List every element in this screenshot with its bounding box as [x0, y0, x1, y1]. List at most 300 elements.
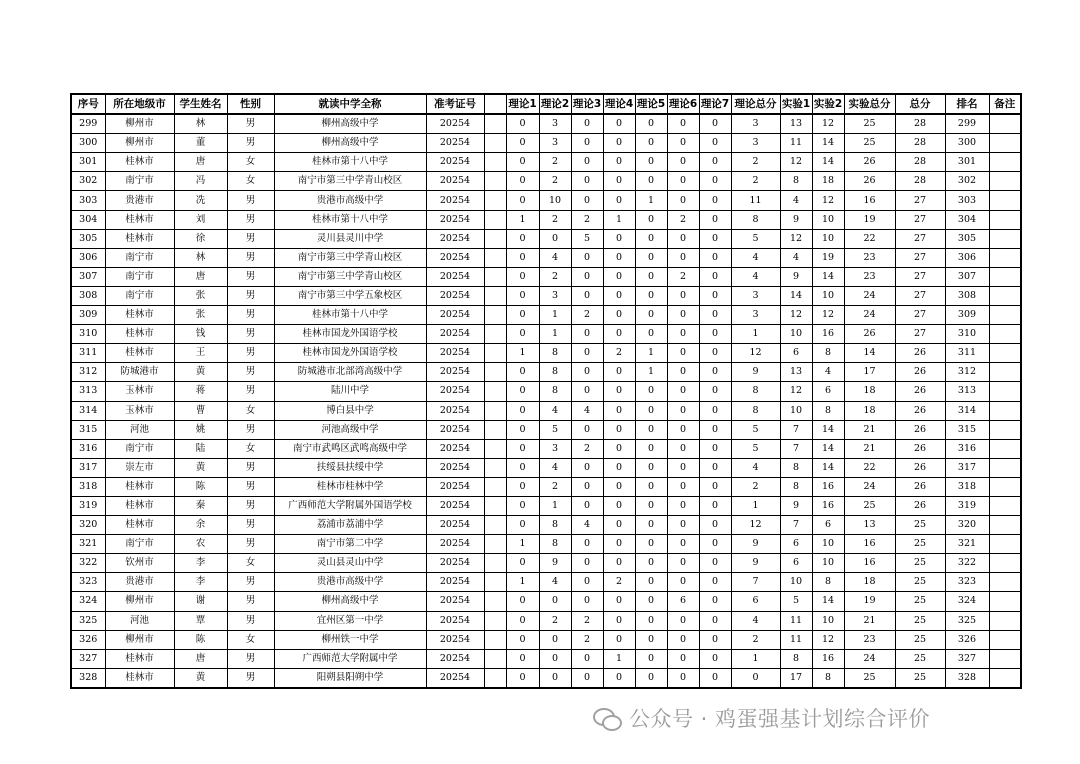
- total-score-cell: 27: [895, 210, 945, 229]
- lab-total-cell: 25: [844, 668, 895, 688]
- city-cell: 桂林市: [105, 649, 174, 668]
- theory4-cell: 0: [603, 172, 635, 191]
- theory2-cell: 3: [539, 286, 571, 305]
- theory3-cell: 4: [571, 516, 603, 535]
- note-cell: [989, 611, 1021, 630]
- lab-total-cell: 18: [844, 573, 895, 592]
- theory-total-cell: 4: [731, 458, 780, 477]
- theory6-cell: 0: [667, 363, 699, 382]
- gap-cell: [484, 191, 506, 210]
- city-cell: 桂林市: [105, 516, 174, 535]
- table-row: [71, 516, 1021, 535]
- student-name-cell: 陆: [174, 439, 227, 458]
- theory3-cell: 0: [571, 114, 603, 134]
- seq-cell: 316: [71, 439, 105, 458]
- theory1-cell: 0: [506, 630, 539, 649]
- gap-cell: [484, 611, 506, 630]
- gender-cell: 男: [227, 286, 274, 305]
- lab2-cell: 16: [812, 649, 844, 668]
- gender-cell: 男: [227, 592, 274, 611]
- table-row: [71, 592, 1021, 611]
- student-name-cell: 黄: [174, 458, 227, 477]
- note-cell: [989, 286, 1021, 305]
- rank-cell: 326: [945, 630, 989, 649]
- city-cell: 桂林市: [105, 496, 174, 515]
- table-row: [71, 630, 1021, 649]
- total-score-cell: 28: [895, 134, 945, 153]
- rank-cell: 318: [945, 477, 989, 496]
- exam-id-cell: 20254: [426, 592, 484, 611]
- city-cell: 玉林市: [105, 401, 174, 420]
- theory3-cell: 0: [571, 191, 603, 210]
- note-cell: [989, 630, 1021, 649]
- gender-cell: 男: [227, 267, 274, 286]
- school-cell: 广西师范大学附属外国语学校: [274, 496, 426, 515]
- total-score-cell: 27: [895, 248, 945, 267]
- note-cell: [989, 134, 1021, 153]
- city-cell: 桂林市: [105, 210, 174, 229]
- theory1-cell: 0: [506, 668, 539, 688]
- gap-cell: [484, 210, 506, 229]
- lab-total-cell: 21: [844, 611, 895, 630]
- theory5-cell: 0: [635, 477, 667, 496]
- note-cell: [989, 382, 1021, 401]
- table-row: [71, 248, 1021, 267]
- theory5-cell: 0: [635, 210, 667, 229]
- school-cell: 陆川中学: [274, 382, 426, 401]
- gap-cell: [484, 172, 506, 191]
- theory2-cell: 4: [539, 248, 571, 267]
- exam-id-cell: 20254: [426, 344, 484, 363]
- theory6-cell: 0: [667, 286, 699, 305]
- theory1-cell: 0: [506, 267, 539, 286]
- lab1-cell: 12: [780, 382, 812, 401]
- table-row: [71, 573, 1021, 592]
- theory7-cell: 0: [699, 344, 731, 363]
- lab2-cell: 12: [812, 306, 844, 325]
- theory5-cell: 0: [635, 248, 667, 267]
- exam-id-cell: 20254: [426, 382, 484, 401]
- total-score-cell: 25: [895, 611, 945, 630]
- theory2-cell: 4: [539, 573, 571, 592]
- table-row: [71, 153, 1021, 172]
- student-name-cell: 唐: [174, 153, 227, 172]
- exam-id-cell: 20254: [426, 210, 484, 229]
- school-cell: 灵川县灵川中学: [274, 229, 426, 248]
- table-row: [71, 477, 1021, 496]
- table-row: [71, 210, 1021, 229]
- gender-cell: 男: [227, 458, 274, 477]
- gender-cell: 男: [227, 611, 274, 630]
- theory6-cell: 0: [667, 401, 699, 420]
- student-name-cell: 张: [174, 306, 227, 325]
- theory-total-cell: 1: [731, 325, 780, 344]
- header-cell: 性别: [227, 94, 274, 114]
- note-cell: [989, 229, 1021, 248]
- lab-total-cell: 25: [844, 114, 895, 134]
- gap-cell: [484, 306, 506, 325]
- lab-total-cell: 26: [844, 325, 895, 344]
- gender-cell: 男: [227, 420, 274, 439]
- theory5-cell: 0: [635, 668, 667, 688]
- table-header-row: [71, 94, 1021, 114]
- school-cell: 桂林市第十八中学: [274, 210, 426, 229]
- theory7-cell: 0: [699, 267, 731, 286]
- header-cell: 实验1: [780, 94, 812, 114]
- school-cell: 桂林市国龙外国语学校: [274, 325, 426, 344]
- total-score-cell: 25: [895, 535, 945, 554]
- total-score-cell: 26: [895, 420, 945, 439]
- theory2-cell: 8: [539, 535, 571, 554]
- lab2-cell: 14: [812, 267, 844, 286]
- gap-cell: [484, 286, 506, 305]
- table-row: [71, 306, 1021, 325]
- city-cell: 南宁市: [105, 172, 174, 191]
- theory6-cell: 0: [667, 496, 699, 515]
- gender-cell: 女: [227, 439, 274, 458]
- theory4-cell: 0: [603, 401, 635, 420]
- note-cell: [989, 248, 1021, 267]
- lab1-cell: 12: [780, 306, 812, 325]
- school-cell: 南宁市第三中学青山校区: [274, 248, 426, 267]
- theory4-cell: 0: [603, 286, 635, 305]
- gap-cell: [484, 344, 506, 363]
- theory5-cell: 0: [635, 439, 667, 458]
- student-name-cell: 蒋: [174, 382, 227, 401]
- lab2-cell: 8: [812, 573, 844, 592]
- gender-cell: 男: [227, 114, 274, 134]
- theory7-cell: 0: [699, 649, 731, 668]
- lab-total-cell: 24: [844, 286, 895, 305]
- theory-total-cell: 5: [731, 229, 780, 248]
- gender-cell: 男: [227, 382, 274, 401]
- theory5-cell: 1: [635, 363, 667, 382]
- gap-cell: [484, 649, 506, 668]
- theory4-cell: 2: [603, 344, 635, 363]
- total-score-cell: 26: [895, 344, 945, 363]
- gap-cell: [484, 630, 506, 649]
- exam-id-cell: 20254: [426, 649, 484, 668]
- theory5-cell: 0: [635, 286, 667, 305]
- theory4-cell: 0: [603, 363, 635, 382]
- city-cell: 钦州市: [105, 554, 174, 573]
- theory-total-cell: 3: [731, 306, 780, 325]
- theory5-cell: 0: [635, 516, 667, 535]
- theory5-cell: 0: [635, 535, 667, 554]
- seq-cell: 325: [71, 611, 105, 630]
- school-cell: 桂林市第十八中学: [274, 153, 426, 172]
- theory4-cell: 0: [603, 191, 635, 210]
- student-name-cell: 余: [174, 516, 227, 535]
- table-row: [71, 172, 1021, 191]
- theory-total-cell: 2: [731, 172, 780, 191]
- table-row: [71, 439, 1021, 458]
- seq-cell: 314: [71, 401, 105, 420]
- rank-cell: 323: [945, 573, 989, 592]
- student-name-cell: 李: [174, 573, 227, 592]
- theory-total-cell: 1: [731, 649, 780, 668]
- table-row: [71, 420, 1021, 439]
- lab2-cell: 14: [812, 153, 844, 172]
- school-cell: 防城港市北部湾高级中学: [274, 363, 426, 382]
- city-cell: 南宁市: [105, 248, 174, 267]
- theory6-cell: 0: [667, 477, 699, 496]
- lab-total-cell: 18: [844, 382, 895, 401]
- lab1-cell: 11: [780, 611, 812, 630]
- gap-cell: [484, 325, 506, 344]
- lab1-cell: 8: [780, 172, 812, 191]
- theory1-cell: 0: [506, 363, 539, 382]
- lab2-cell: 8: [812, 401, 844, 420]
- theory1-cell: 0: [506, 554, 539, 573]
- school-cell: 灵山县灵山中学: [274, 554, 426, 573]
- theory4-cell: 0: [603, 630, 635, 649]
- theory1-cell: 1: [506, 210, 539, 229]
- student-name-cell: 曹: [174, 401, 227, 420]
- gender-cell: 女: [227, 153, 274, 172]
- header-cell: 理论7: [699, 94, 731, 114]
- student-name-cell: 姚: [174, 420, 227, 439]
- theory2-cell: 2: [539, 210, 571, 229]
- lab2-cell: 16: [812, 325, 844, 344]
- theory5-cell: 0: [635, 325, 667, 344]
- rank-cell: 320: [945, 516, 989, 535]
- lab1-cell: 7: [780, 420, 812, 439]
- gap-cell: [484, 382, 506, 401]
- seq-cell: 313: [71, 382, 105, 401]
- gender-cell: 男: [227, 496, 274, 515]
- seq-cell: 302: [71, 172, 105, 191]
- school-cell: 桂林市桂林中学: [274, 477, 426, 496]
- lab1-cell: 14: [780, 286, 812, 305]
- lab2-cell: 14: [812, 134, 844, 153]
- lab-total-cell: 22: [844, 229, 895, 248]
- theory-total-cell: 3: [731, 134, 780, 153]
- seq-cell: 326: [71, 630, 105, 649]
- theory6-cell: 0: [667, 134, 699, 153]
- header-cell: 就读中学全称: [274, 94, 426, 114]
- student-name-cell: 钱: [174, 325, 227, 344]
- rank-cell: 325: [945, 611, 989, 630]
- total-score-cell: 25: [895, 516, 945, 535]
- gender-cell: 女: [227, 630, 274, 649]
- lab-total-cell: 16: [844, 554, 895, 573]
- school-cell: 贵港市高级中学: [274, 573, 426, 592]
- school-cell: 柳州高级中学: [274, 114, 426, 134]
- student-name-cell: 陈: [174, 630, 227, 649]
- theory3-cell: 0: [571, 496, 603, 515]
- theory1-cell: 1: [506, 344, 539, 363]
- seq-cell: 300: [71, 134, 105, 153]
- gap-cell: [484, 401, 506, 420]
- theory4-cell: 0: [603, 382, 635, 401]
- theory2-cell: 2: [539, 477, 571, 496]
- rank-cell: 328: [945, 668, 989, 688]
- student-name-cell: 刘: [174, 210, 227, 229]
- theory-total-cell: 2: [731, 630, 780, 649]
- table-row: [71, 229, 1021, 248]
- lab1-cell: 9: [780, 496, 812, 515]
- theory6-cell: 0: [667, 325, 699, 344]
- lab2-cell: 4: [812, 363, 844, 382]
- student-name-cell: 唐: [174, 649, 227, 668]
- theory-total-cell: 5: [731, 439, 780, 458]
- exam-id-cell: 20254: [426, 134, 484, 153]
- gap-cell: [484, 134, 506, 153]
- lab2-cell: 10: [812, 286, 844, 305]
- gap-cell: [484, 229, 506, 248]
- note-cell: [989, 267, 1021, 286]
- theory2-cell: 4: [539, 401, 571, 420]
- lab1-cell: 9: [780, 210, 812, 229]
- school-cell: 河池高级中学: [274, 420, 426, 439]
- theory1-cell: 0: [506, 172, 539, 191]
- header-cell: 理论总分: [731, 94, 780, 114]
- exam-id-cell: 20254: [426, 439, 484, 458]
- theory2-cell: 0: [539, 649, 571, 668]
- theory-total-cell: 2: [731, 477, 780, 496]
- theory1-cell: 0: [506, 516, 539, 535]
- seq-cell: 322: [71, 554, 105, 573]
- note-cell: [989, 401, 1021, 420]
- exam-id-cell: 20254: [426, 267, 484, 286]
- exam-id-cell: 20254: [426, 611, 484, 630]
- theory6-cell: 0: [667, 248, 699, 267]
- score-table-sheet: [70, 93, 1022, 689]
- theory4-cell: 1: [603, 210, 635, 229]
- theory7-cell: 0: [699, 229, 731, 248]
- theory2-cell: 3: [539, 114, 571, 134]
- lab1-cell: 6: [780, 344, 812, 363]
- exam-id-cell: 20254: [426, 363, 484, 382]
- theory6-cell: 0: [667, 153, 699, 172]
- city-cell: 桂林市: [105, 325, 174, 344]
- theory7-cell: 0: [699, 401, 731, 420]
- lab2-cell: 6: [812, 382, 844, 401]
- theory7-cell: 0: [699, 573, 731, 592]
- gap-cell: [484, 496, 506, 515]
- school-cell: 荔浦市荔浦中学: [274, 516, 426, 535]
- theory2-cell: 8: [539, 363, 571, 382]
- theory7-cell: 0: [699, 535, 731, 554]
- theory6-cell: 0: [667, 420, 699, 439]
- theory4-cell: 0: [603, 114, 635, 134]
- theory4-cell: 0: [603, 592, 635, 611]
- table-row: [71, 496, 1021, 515]
- rank-cell: 309: [945, 306, 989, 325]
- theory2-cell: 0: [539, 630, 571, 649]
- note-cell: [989, 535, 1021, 554]
- exam-id-cell: 20254: [426, 306, 484, 325]
- theory-total-cell: 3: [731, 286, 780, 305]
- rank-cell: 312: [945, 363, 989, 382]
- lab2-cell: 18: [812, 172, 844, 191]
- total-score-cell: 25: [895, 630, 945, 649]
- school-cell: 桂林市国龙外国语学校: [274, 344, 426, 363]
- theory-total-cell: 11: [731, 191, 780, 210]
- exam-id-cell: 20254: [426, 516, 484, 535]
- theory6-cell: 0: [667, 668, 699, 688]
- gap-cell: [484, 477, 506, 496]
- lab-total-cell: 21: [844, 439, 895, 458]
- seq-cell: 304: [71, 210, 105, 229]
- gap-cell: [484, 458, 506, 477]
- lab1-cell: 13: [780, 114, 812, 134]
- theory-total-cell: 8: [731, 210, 780, 229]
- theory4-cell: 0: [603, 420, 635, 439]
- seq-cell: 319: [71, 496, 105, 515]
- lab1-cell: 13: [780, 363, 812, 382]
- theory4-cell: 0: [603, 554, 635, 573]
- lab2-cell: 14: [812, 439, 844, 458]
- lab1-cell: 6: [780, 535, 812, 554]
- rank-cell: 313: [945, 382, 989, 401]
- theory2-cell: 0: [539, 668, 571, 688]
- theory7-cell: 0: [699, 630, 731, 649]
- gender-cell: 女: [227, 554, 274, 573]
- city-cell: 桂林市: [105, 229, 174, 248]
- student-name-cell: 王: [174, 344, 227, 363]
- seq-cell: 318: [71, 477, 105, 496]
- theory7-cell: 0: [699, 191, 731, 210]
- theory2-cell: 2: [539, 172, 571, 191]
- theory3-cell: 2: [571, 306, 603, 325]
- seq-cell: 301: [71, 153, 105, 172]
- rank-cell: 300: [945, 134, 989, 153]
- theory-total-cell: 5: [731, 420, 780, 439]
- rank-cell: 307: [945, 267, 989, 286]
- gap-cell: [484, 363, 506, 382]
- lab-total-cell: 17: [844, 363, 895, 382]
- rank-cell: 302: [945, 172, 989, 191]
- theory3-cell: 0: [571, 477, 603, 496]
- lab1-cell: 4: [780, 248, 812, 267]
- student-name-cell: 张: [174, 286, 227, 305]
- theory3-cell: 0: [571, 554, 603, 573]
- theory4-cell: 0: [603, 306, 635, 325]
- seq-cell: 303: [71, 191, 105, 210]
- exam-id-cell: 20254: [426, 630, 484, 649]
- theory2-cell: 0: [539, 592, 571, 611]
- rank-cell: 305: [945, 229, 989, 248]
- student-name-cell: 李: [174, 554, 227, 573]
- gender-cell: 女: [227, 401, 274, 420]
- gender-cell: 男: [227, 477, 274, 496]
- theory2-cell: 8: [539, 344, 571, 363]
- student-name-cell: 唐: [174, 267, 227, 286]
- seq-cell: 315: [71, 420, 105, 439]
- note-cell: [989, 573, 1021, 592]
- lab-total-cell: 16: [844, 535, 895, 554]
- total-score-cell: 27: [895, 191, 945, 210]
- theory3-cell: 0: [571, 420, 603, 439]
- theory1-cell: 0: [506, 382, 539, 401]
- theory7-cell: 0: [699, 325, 731, 344]
- exam-id-cell: 20254: [426, 172, 484, 191]
- lab1-cell: 9: [780, 267, 812, 286]
- gap-cell: [484, 114, 506, 134]
- theory7-cell: 0: [699, 153, 731, 172]
- seq-cell: 320: [71, 516, 105, 535]
- theory1-cell: 1: [506, 535, 539, 554]
- gap-cell: [484, 248, 506, 267]
- student-name-cell: 秦: [174, 496, 227, 515]
- theory-total-cell: 4: [731, 267, 780, 286]
- theory3-cell: 0: [571, 535, 603, 554]
- city-cell: 河池: [105, 611, 174, 630]
- table-row: [71, 344, 1021, 363]
- theory6-cell: 0: [667, 458, 699, 477]
